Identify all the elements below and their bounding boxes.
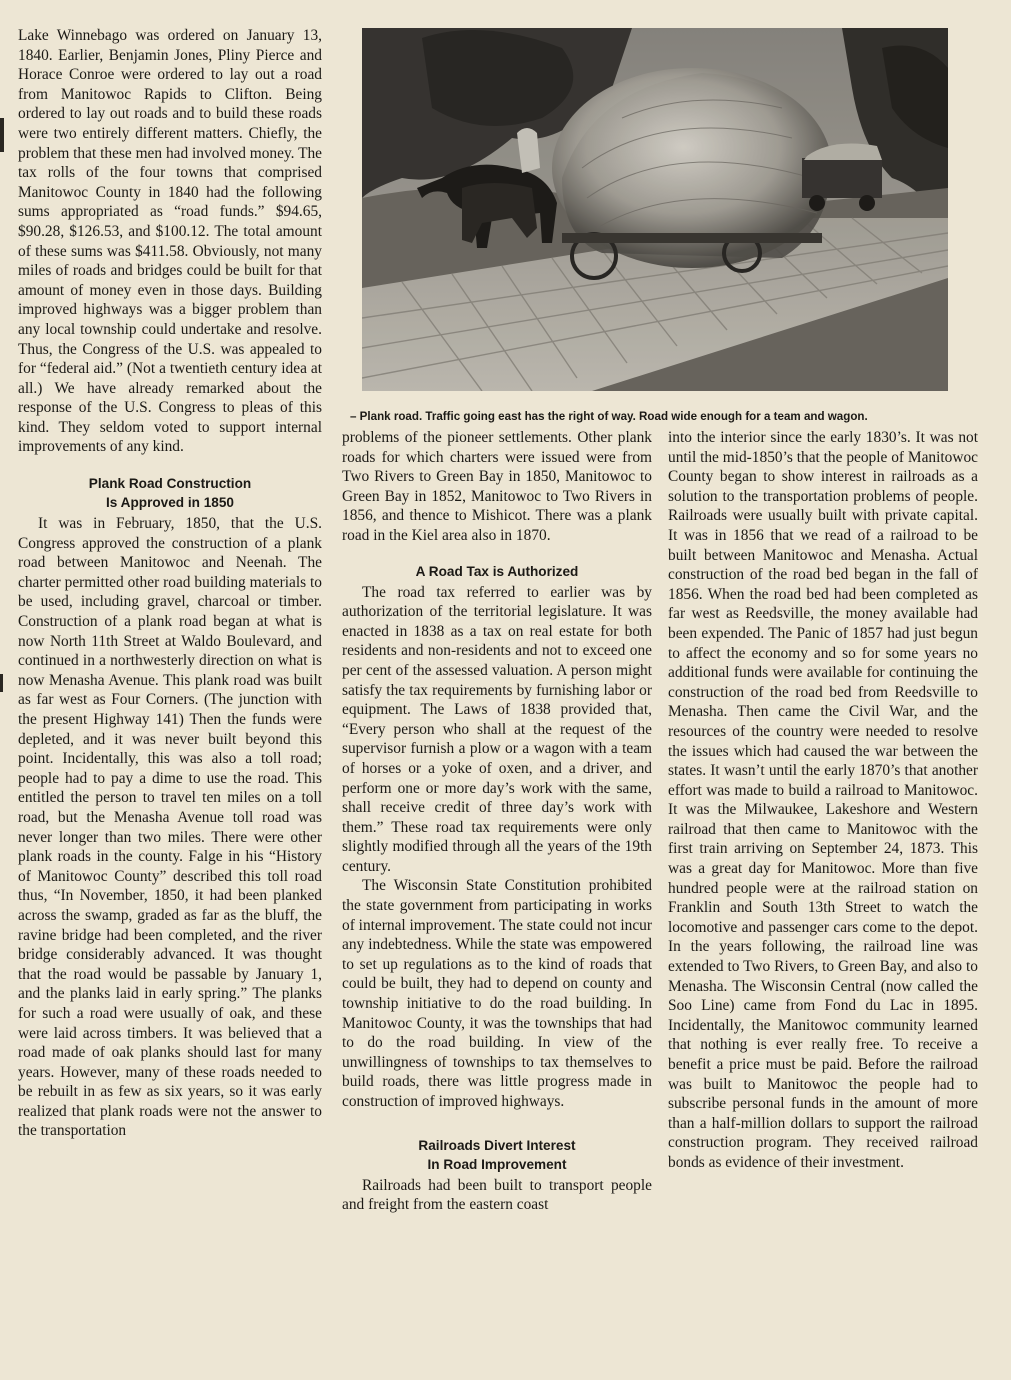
paragraph-railroads-continued: into the interior since the early 1830’s. It was not until the mid-1850’s that the people of Manitowoc County began to show interest in railroads as a solution to the transportation problems of people. Railroads were usually built with private capital. It was in 1856 that we read of a railroad to be built between Manitowoc and Menasha. Actual construction of the road bed began in the fall of 1856. When the road bed had been completed as far west as Reedsville, the money available had been expended. The Panic of 1857 had just begun to affect the economy and so for some years no additional funds were available for continuing the construction of the road bed from Reedsville to Menasha. Then came the Civil War, and the resources of the country were needed to resolve the issues which had caused the war between the states. It wasn’t until the early 1870’s that another effort was made to build a railroad to Manitowoc. It was the Milwaukee, Lakeshore and Western railroad that then came to Manitowoc with the first train arriving on September 24, 1873. This was a great day for Manitowoc. More than five hundred people were at the railroad station on Franklin and South 13th Street to watch the locomotive and passenger cars come to the depot. In the years following, the railroad line was extended to Two Rivers, to Green Bay, and also to Menasha. The Wisconsin Central (now called the Soo Line) came from Fond du Lac in 1895. Incidentally, the Manitowoc community learned that nothing is ever really free. To receive a benefit a price must be paid. Before the railroad was built to Manitowoc the people had to subscribe personal funds in the amount of more than a half-million dollars to support the railroad construction program. They received railroad bonds as evidence of their investment.: [668, 429, 978, 1171]
binding-mark: [0, 118, 4, 140]
left-column: [18, 26, 322, 1141]
binding-mark: [0, 674, 3, 692]
binding-mark: [0, 138, 4, 152]
paragraph-state-constitution: The Wisconsin State Constitution prohibited the state government from participating in works of internal improvement. The state could not incur any indebtedness. While the state was empowered to set up regulations as to the kind of roads that could be built, they had to depend on county and township initiative to do the road building. In Manitowoc County, it was the townships that had to do the road building. In view of the unwillingness of townships to tax themselves to build roads, there was little progress made in construction of improved highways.: [342, 877, 653, 1110]
paragraph-railroads-start: Railroads had been built to transport people and freight from the eastern coast: [342, 1176, 652, 1214]
paragraph-plank-road: It was in February, 1850, that the U.S. Congress approved the construction of a plank road between Manitowoc and Neenah. The charter permitted other road building materials to be used, including gravel, charcoal or timber. Construction of a plank road began at what is now North 11th Street at Waldo Boulevard, and continued in a northwesterly direction on what is now Menasha Avenue. This plank road was built as far west as Four Corners. (The junction with the present Highway 141) Then the funds were depleted, and it was never built beyond this point. Incidentally, this was also a toll road; people had to pay a dime to use the road. This entitled the person to travel ten miles on a toll road, but the Menasha Avenue toll road was never longer than two miles. There were other plank roads in the county. Falge in his “History of Manitowoc County” described this toll road thus, “In November, 1850, it had been planked across the swamp, graded as far as the bluff, the ravine bridge had been completed, and the river bridge considerably advanced. It was thought that the road would be passable by January 1, and the planks laid in early spring.” The planks for such a road were usually of oak, and these were laid across timbers. It was believed that a road made of oak planks should last for many years. However, many of these roads needed to be rebuilt in as few as six years, so it was early realized that plank roads were not the answer to the transportation: [18, 515, 322, 1140]
paragraph-road-tax: The road tax referred to earlier was by authorization of the territorial legislature. It was enacted in 1838 as a tax on real estate for both residents and non-residents and not to exceed one per cent of the assessed valuation. A person might satisfy the tax requirements by furnishing labor or equipment. The Laws of 1838 provided that, “Every person who shall at the request of the supervisor furnish a plow or a wagon with a team of horses or a yoke of oxen, and a driver, and perform one or more day’s work with the same, shall receive credit of three day’s work with them.” These road tax requirements were only slightly modified through all the years of the 19th century.: [342, 583, 652, 875]
middle-column: [342, 428, 652, 1215]
heading-line: In Road Improvement: [427, 1156, 567, 1172]
heading-road-tax: [342, 562, 652, 581]
heading-line: A Road Tax is Authorized: [415, 563, 579, 579]
paragraph-pioneer-settlements: problems of the pioneer settlements. Other plank roads for which charters were issued were from Two Rivers to Green Bay in 1850, Manitowoc to Green Bay in 1852, Manitowoc to Two Rivers in 1856, and thence to Mishicot. There was a plank road in the Kiel area also in 1870.: [342, 429, 652, 544]
heading-railroads: [342, 1136, 652, 1174]
plank-road-photo: [362, 28, 948, 391]
heading-plank-road-construction: [18, 474, 322, 512]
heading-line: Railroads Divert Interest: [418, 1137, 576, 1153]
heading-line: Plank Road Construction: [88, 476, 252, 492]
paragraph-intro: Lake Winnebago was ordered on January 13, 1840. Earlier, Benjamin Jones, Pliny Pierce and Horace Conroe were ordered to lay out a road from Manitowoc Rapids to Clifton. Being ordered to lay out roads and to build these roads were two entirely different matters. Chiefly, the problem that these men had involved money. The tax rolls of the four towns that comprised Manitowoc County in 1840 had the following sums appropriated as “road funds.” $94.65, $90.28, $126.53, and $100.12. The total amount of these sums was $411.58. Obviously, not many miles of roads and bridges could be built for that amount of money even in those days. Building improved highways was a bigger problem than any local township could undertake and resolve. Thus, the Congress of the U.S. was appealed to for “federal aid.” (Not a twentieth century idea at all.) We have already remarked about the response of the U.S. Congress to pleas of this kind. They seldom voted to support internal improvements of any kind.: [18, 27, 322, 456]
right-column: [668, 428, 978, 1173]
photo-caption: – Plank road. Traffic going east has the right of way. Road wide enough for a team and wagon.: [350, 410, 868, 423]
heading-line: Is Approved in 1850: [106, 495, 234, 511]
